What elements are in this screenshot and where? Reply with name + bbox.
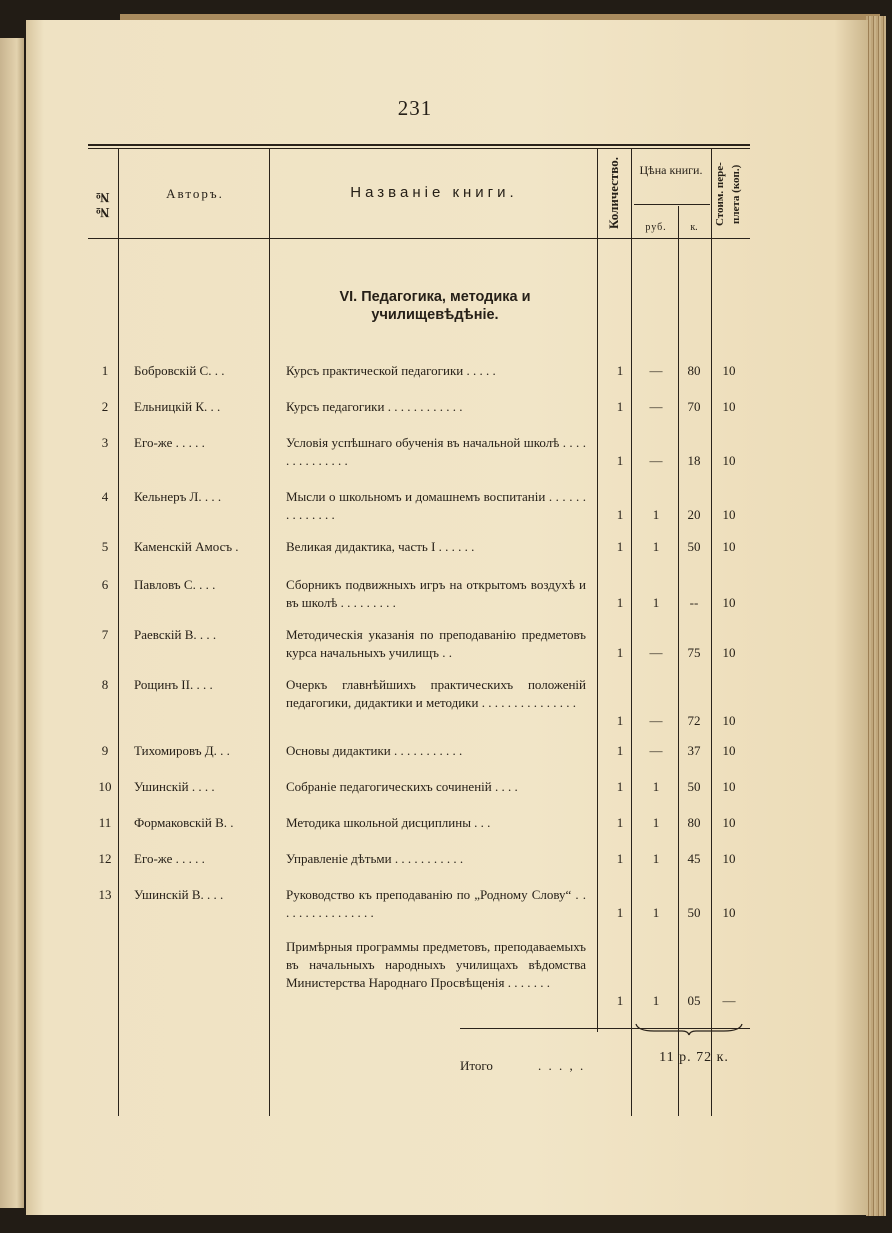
row-author: Тихомировъ Д. . . — [134, 743, 230, 758]
row-price-kop: 37 — [687, 743, 701, 758]
table-row — [88, 434, 750, 468]
row-price-kop: 50 — [687, 539, 701, 554]
row-book-title: Методическія указанія по преподаванію предметовъ курса начальныхъ училищъ . . — [286, 627, 586, 660]
row-quantity: 1 — [616, 399, 624, 414]
table-row — [88, 576, 750, 610]
row-binding-cost: 10 — [722, 851, 736, 866]
table-row — [88, 742, 750, 758]
row-binding-cost: 10 — [722, 743, 736, 758]
row-number: 10 — [98, 779, 112, 794]
table-row — [88, 538, 750, 554]
row-quantity: 1 — [616, 539, 624, 554]
row-price-rub: — — [649, 399, 663, 414]
row-number: 12 — [98, 851, 112, 866]
price-subheader-rule — [634, 204, 710, 205]
row-binding-cost: 10 — [722, 539, 736, 554]
row-quantity: 1 — [616, 507, 624, 522]
table-row — [88, 676, 750, 728]
row-book-title: Сборникъ подвижныхъ игръ на открытомъ воздухѣ и въ школѣ . . . . . . . . . — [286, 577, 586, 610]
row-price-kop: 05 — [687, 993, 701, 1008]
row-book-title: Руководство къ преподаванію по „Родному Слову“ . . . . . . . . . . . . . . . . — [286, 887, 586, 920]
col-rule-author — [269, 148, 270, 1116]
row-price-rub: 1 — [652, 595, 660, 610]
table-row — [88, 938, 750, 1008]
row-quantity: 1 — [616, 595, 624, 610]
row-book-title: Основы дидактики . . . . . . . . . . . — [286, 743, 463, 758]
row-author: Ушинскій В. . . . — [134, 887, 224, 902]
row-binding-cost: 10 — [722, 815, 736, 830]
table-row — [88, 398, 750, 414]
sum-brace — [634, 1022, 744, 1036]
row-book-title: Курсъ практической педагогики . . . . . — [286, 363, 496, 378]
table-row — [88, 778, 750, 794]
table-row — [88, 886, 750, 920]
row-binding-cost: 10 — [722, 779, 736, 794]
row-book-title: Курсъ педагогики . . . . . . . . . . . . — [286, 399, 463, 414]
row-price-rub: — — [649, 363, 663, 378]
row-price-rub: — — [649, 713, 663, 728]
row-price-kop: 70 — [687, 399, 701, 414]
header-price: Цѣна книги. — [639, 163, 703, 177]
row-binding-cost: 10 — [722, 645, 736, 660]
row-book-title: Методика школьной дисциплины . . . — [286, 815, 491, 830]
row-number: 3 — [101, 435, 109, 450]
row-price-kop: -- — [689, 595, 699, 610]
total-label: Итого — [460, 1058, 493, 1073]
row-quantity: 1 — [616, 363, 624, 378]
row-binding-cost: 10 — [722, 713, 736, 728]
row-quantity: 1 — [616, 713, 624, 728]
facing-page-edge — [0, 38, 24, 1208]
row-book-title: Управленіе дѣтьми . . . . . . . . . . . — [286, 851, 464, 866]
table-top-rule-thin — [88, 148, 750, 149]
row-author: Каменскій Амосъ . — [134, 539, 239, 554]
row-binding-cost: 10 — [722, 507, 736, 522]
row-quantity: 1 — [616, 993, 624, 1008]
row-price-kop: 50 — [687, 779, 701, 794]
row-price-kop: 18 — [687, 453, 701, 468]
header-title: Названіе книги. — [350, 184, 518, 201]
row-quantity: 1 — [616, 851, 624, 866]
row-quantity: 1 — [616, 815, 624, 830]
row-quantity: 1 — [616, 453, 624, 468]
row-book-title: Примѣрныя программы предметовъ, преподаваемыхъ въ начальныхъ народныхъ училищахъ вѣдомства Министерства Народнаго Просвѣщенія . . . . . . . — [286, 939, 586, 990]
row-price-rub: 1 — [652, 779, 660, 794]
row-price-kop: 80 — [687, 815, 701, 830]
table-row — [88, 488, 750, 522]
page-stack-edge — [866, 16, 886, 1216]
col-rule-kop — [711, 148, 712, 1116]
row-quantity: 1 — [616, 779, 624, 794]
row-author: Раевскій В. . . . — [134, 627, 217, 642]
header-rub: руб. — [645, 222, 667, 233]
row-price-rub: 1 — [652, 993, 660, 1008]
total-leader-dots: . . . , . — [538, 1058, 586, 1073]
row-binding-cost: — — [722, 993, 736, 1008]
row-binding-cost: 10 — [722, 453, 736, 468]
row-book-title: Великая дидактика, часть I . . . . . . — [286, 539, 475, 554]
row-price-rub: 1 — [652, 815, 660, 830]
row-number: 6 — [101, 577, 109, 592]
row-author: Формаковскій В. . — [134, 815, 234, 830]
row-author: Кельнеръ Л. . . . — [134, 489, 222, 504]
table-row — [88, 626, 750, 660]
row-price-rub: 1 — [652, 539, 660, 554]
row-price-rub: — — [649, 453, 663, 468]
section-title: VI. Педагогика, методика и училищевѣдѣніе. — [339, 289, 531, 323]
total-value: 11 р. 72 к. — [659, 1050, 729, 1065]
header-quantity: Количество. — [606, 157, 621, 229]
header-bottom-rule — [88, 238, 750, 239]
row-price-rub: — — [649, 743, 663, 758]
header-number: №№ — [95, 189, 110, 219]
row-price-kop: 80 — [687, 363, 701, 378]
col-rule-quantity — [631, 148, 632, 1116]
table-row — [88, 362, 750, 378]
row-number: 9 — [101, 743, 109, 758]
page-number: 231 — [397, 96, 433, 120]
row-author: Ельницкій К. . . — [134, 399, 221, 414]
book-list-table — [88, 144, 750, 1116]
row-number: 2 — [101, 399, 109, 414]
col-rule-title — [597, 148, 598, 1032]
row-author: Бобровскій С. . . — [134, 363, 225, 378]
row-binding-cost: 10 — [722, 905, 736, 920]
row-price-kop: 50 — [687, 905, 701, 920]
row-price-kop: 75 — [687, 645, 701, 660]
table-top-rule — [88, 144, 750, 146]
row-number: 5 — [101, 539, 109, 554]
row-book-title: Мысли о школьномъ и домашнемъ воспитаніи . . . . . . . . . . . . . . — [286, 489, 586, 522]
row-book-title: Собраніе педагогическихъ сочиненій . . . . — [286, 779, 518, 794]
row-quantity: 1 — [616, 645, 624, 660]
row-price-kop: 45 — [687, 851, 701, 866]
row-number: 11 — [98, 815, 112, 830]
row-book-title: Условія успѣшнаго обученія въ начальной школѣ . . . . . . . . . . . . . . — [286, 435, 586, 468]
row-author: Ушинскій . . . . — [134, 779, 215, 794]
row-price-rub: 1 — [652, 851, 660, 866]
row-quantity: 1 — [616, 743, 624, 758]
row-author: Павловъ С. . . . — [134, 577, 216, 592]
row-book-title: Очеркъ главнѣйшихъ практическихъ положеній педагогики, дидактики и методики . . . . . . . . . . . . . . . — [286, 677, 586, 710]
row-binding-cost: 10 — [722, 399, 736, 414]
row-price-rub: 1 — [652, 507, 660, 522]
row-price-kop: 20 — [687, 507, 701, 522]
header-author: Авторъ. — [166, 186, 224, 201]
row-binding-cost: 10 — [722, 363, 736, 378]
row-quantity: 1 — [616, 905, 624, 920]
header-kop: к. — [690, 222, 698, 233]
row-author: Рощинъ II. . . . — [134, 677, 213, 692]
row-price-kop: 72 — [687, 713, 701, 728]
row-price-rub: 1 — [652, 905, 660, 920]
header-binding-cost: Стоим. пере- плета (коп.) — [714, 162, 742, 226]
row-number: 8 — [101, 677, 109, 692]
table-row — [88, 850, 750, 866]
row-number: 1 — [101, 363, 109, 378]
row-author: Его-же . . . . . — [134, 435, 205, 450]
row-number: 7 — [101, 627, 109, 642]
row-price-rub: — — [649, 645, 663, 660]
row-number: 13 — [98, 887, 112, 902]
table-row — [88, 814, 750, 830]
row-author: Его-же . . . . . — [134, 851, 205, 866]
row-number: 4 — [101, 489, 109, 504]
row-binding-cost: 10 — [722, 595, 736, 610]
